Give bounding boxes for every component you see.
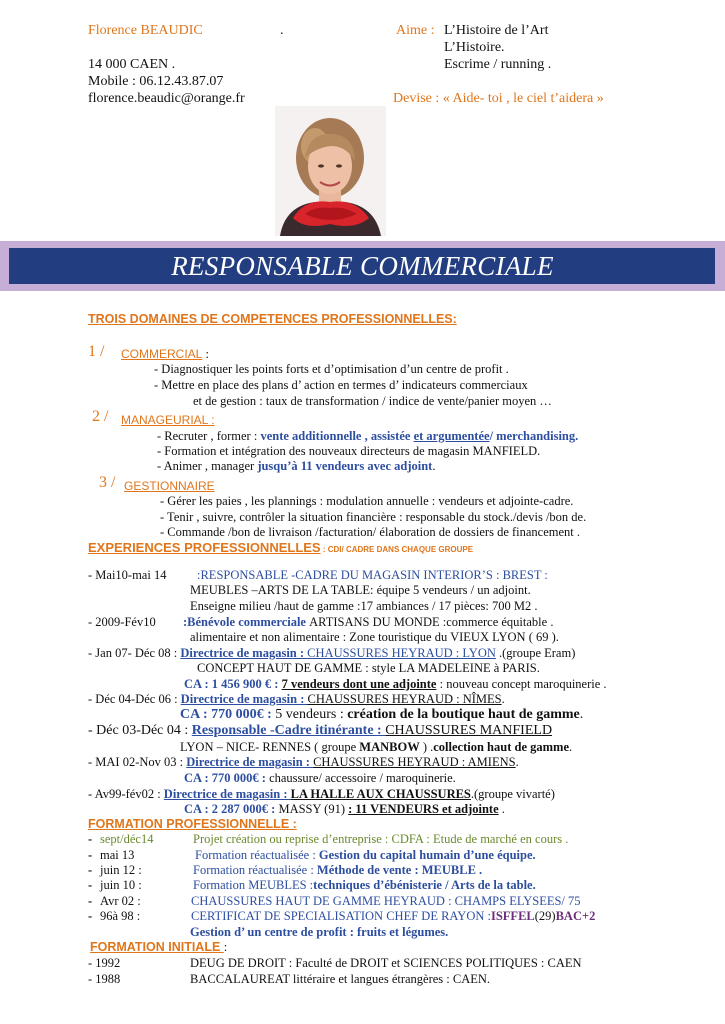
exp-role-line bbox=[183, 614, 553, 630]
formation-init-text: DEUG DE DROIT : Faculté de DROIT et SCIENCES POLITIQUES : CAEN bbox=[190, 956, 582, 970]
exp-text: ARTISANS DU MONDE :commerce équitable . bbox=[309, 615, 554, 629]
heading-text: FORMATION INITIALE bbox=[90, 940, 224, 954]
experiences-heading bbox=[88, 540, 473, 558]
formation-date: sept/déc14 bbox=[100, 832, 154, 846]
formation-date: juin 10 : bbox=[100, 878, 142, 892]
exp-role: Directrice de magasin : bbox=[180, 646, 308, 660]
domain-number: 2 / bbox=[92, 408, 109, 425]
domain-suffix: : bbox=[202, 347, 209, 361]
formation-init-date: - 1992 bbox=[88, 956, 121, 970]
line-text: - Recruter , former : bbox=[157, 429, 261, 443]
exp-text: ) . bbox=[419, 740, 434, 754]
competences-heading: TROIS DOMAINES DE COMPETENCES PROFESSIONNELLES: bbox=[88, 312, 457, 326]
exp-ca bbox=[184, 801, 505, 817]
formation-school: ISFFEL bbox=[490, 909, 535, 923]
ca-text: : nouveau concept maroquinerie . bbox=[436, 677, 607, 691]
portrait-illustration bbox=[275, 106, 386, 236]
formation-dash: - bbox=[88, 848, 93, 862]
exp-date: - Déc 04-Déc 06 : bbox=[88, 692, 181, 706]
formation-line bbox=[195, 847, 536, 863]
ca-value: CA : 1 456 900 € : bbox=[184, 677, 282, 691]
exp-store: CHAUSSURES HEYRAUD : LYON bbox=[307, 646, 496, 660]
formation-subject: Gestion du capital humain d’une équipe. bbox=[318, 848, 536, 862]
formation-date: juin 12 : bbox=[100, 863, 142, 877]
exp-text: LYON – NICE- RENNES ( groupe bbox=[180, 740, 360, 754]
exp-date: - Mai10-mai 14 bbox=[88, 568, 167, 582]
heading-sep: : bbox=[320, 545, 328, 554]
exp-role: :Bénévole commerciale bbox=[183, 615, 310, 629]
domain-commercial bbox=[121, 346, 209, 362]
formation-init-date: - 1988 bbox=[88, 972, 121, 986]
exp-ca bbox=[184, 770, 456, 786]
exp-date: - Jan 07- Déc 08 : bbox=[88, 646, 181, 660]
competence-line bbox=[157, 428, 578, 444]
competence-line: - Formation et intégration des nouveaux directeurs de magasin MANFIELD. bbox=[157, 444, 541, 458]
exp-store: CHAUSSURES HEYRAUD : NÎMES bbox=[307, 692, 502, 706]
ca-value: CA : 2 287 000€ : bbox=[184, 802, 279, 816]
aime-label: Aime : bbox=[396, 23, 435, 38]
formation-dash: - bbox=[88, 863, 93, 877]
ca-value: CA : 770 000€ : bbox=[184, 771, 270, 785]
exp-line: Enseigne milieu /haut de gamme :17 ambiances / 17 pièces: 700 M2 . bbox=[190, 599, 538, 613]
exp-date: - 2009-Fév10 bbox=[88, 615, 156, 629]
formation-subject: Méthode de vente : MEUBLE . bbox=[316, 863, 483, 877]
exp-role: Directrice de magasin : bbox=[163, 787, 291, 801]
competence-line bbox=[157, 458, 435, 474]
formation-init-heading bbox=[90, 939, 227, 955]
formation-text: Formation MEUBLES : bbox=[193, 878, 314, 892]
exp-store: LA HALLE AUX CHAUSSURES bbox=[290, 787, 471, 801]
domain-label: COMMERCIAL bbox=[121, 347, 203, 361]
formation-date: Avr 02 : bbox=[100, 894, 141, 908]
line-highlight: jusqu’à 11 vendeurs avec adjoint bbox=[257, 459, 433, 473]
exp-role: Directrice de magasin : bbox=[180, 692, 308, 706]
formation-dash: - bbox=[88, 909, 93, 923]
formation-text: Formation réactualisée : bbox=[193, 863, 317, 877]
ca-value: CA : 770 000€ : bbox=[180, 707, 276, 722]
line-highlight: / merchandising. bbox=[489, 429, 579, 443]
formation-date: 96à 98 : bbox=[100, 909, 141, 923]
email: florence.beaudic@orange.fr bbox=[88, 91, 245, 106]
formation-pro-heading: FORMATION PROFESSIONNELLE : bbox=[88, 817, 297, 831]
domain-label: MANAGEURIAL : bbox=[121, 413, 215, 427]
competence-line: - Gérer les paies , les plannings : modulation annuelle : vendeurs et adjointe-cadre. bbox=[160, 494, 574, 508]
competence-line: - Mettre en place des plans d’ action en termes d’ indicateurs commerciaux bbox=[154, 378, 528, 392]
exp-text: . bbox=[515, 755, 519, 769]
exp-ca bbox=[184, 676, 607, 692]
line-text: . bbox=[432, 459, 436, 473]
competence-line: - Commande /bon de livraison /facturation/ élaboration de dossiers de financement . bbox=[160, 525, 581, 539]
line-highlight: et argumentée bbox=[413, 429, 490, 443]
formation-dash: - bbox=[88, 832, 93, 846]
competence-line: - Diagnostiquer les points forts et d’optimisation d’un centre de profit . bbox=[154, 362, 509, 376]
competence-line: et de gestion : taux de transformation / indice de vente/panier moyen … bbox=[193, 394, 552, 408]
exp-entry bbox=[88, 754, 519, 770]
exp-line bbox=[180, 739, 572, 755]
exp-text: . bbox=[501, 692, 505, 706]
exp-date: - MAI 02-Nov 03 : bbox=[88, 755, 187, 769]
aime-item: L’Histoire de l’Art bbox=[444, 23, 549, 38]
formation-line: Gestion d’ un centre de profit : fruits et légumes. bbox=[190, 925, 449, 939]
exp-store: CHAUSSURES HEYRAUD : AMIENS bbox=[313, 755, 516, 769]
ca-text: chaussure/ accessoire / maroquinerie. bbox=[269, 771, 456, 785]
line-text: - Animer , manager bbox=[157, 459, 258, 473]
exp-role: :RESPONSABLE -CADRE DU MAGASIN INTERIOR’S : BREST : bbox=[197, 568, 548, 582]
ca-detail: 7 vendeurs dont une adjointe bbox=[281, 677, 437, 691]
ca-text: 5 vendeurs : bbox=[275, 707, 348, 722]
address: 14 000 CAEN . bbox=[88, 57, 176, 72]
exp-detail: collection haut de gamme bbox=[433, 740, 569, 754]
formation-dash: - bbox=[88, 878, 93, 892]
exp-group: MANBOW bbox=[359, 740, 420, 754]
formation-line bbox=[193, 862, 482, 878]
exp-entry bbox=[88, 691, 505, 707]
ca-detail: : 11 VENDEURS et adjointe bbox=[348, 802, 499, 816]
exp-date: - Déc 03-Déc 04 : bbox=[88, 723, 192, 738]
domain-number: 1 / bbox=[88, 343, 105, 360]
formation-line bbox=[193, 877, 536, 893]
formation-init-text: BACCALAUREAT littéraire et langues étrangères : CAEN. bbox=[190, 972, 491, 986]
exp-text: .(groupe Eram) bbox=[495, 646, 576, 660]
formation-text: Projet création ou reprise d’entreprise : CDFA : Etude de marché en cours . bbox=[193, 832, 569, 846]
formation-subject: techniques d’ébénisterie / Arts de la table. bbox=[313, 878, 536, 892]
devise: Devise : « Aide- toi , le ciel t’aidera » bbox=[393, 91, 604, 106]
candidate-name: Florence BEAUDIC bbox=[88, 23, 203, 38]
exp-role: Responsable -Cadre itinérante : bbox=[191, 723, 386, 738]
portrait-photo bbox=[275, 106, 386, 236]
formation-date: mai 13 bbox=[100, 848, 135, 862]
heading-colon: : bbox=[223, 940, 228, 954]
competence-line: - Tenir , suivre, contrôler la situation financière : responsable du stock./devis /bon de. bbox=[160, 510, 587, 524]
formation-text: CHAUSSURES HAUT DE GAMME HEYRAUD : CHAMPS ELYSEES/ 75 bbox=[191, 894, 581, 908]
formation-line bbox=[191, 908, 595, 924]
exp-line: MEUBLES –ARTS DE LA TABLE: équipe 5 vendeurs / un adjoint. bbox=[190, 583, 531, 597]
formation-text: (29) bbox=[534, 909, 556, 923]
formation-text: CERTIFICAT DE SPECIALISATION CHEF DE RAYON : bbox=[191, 909, 491, 923]
ca-text: . bbox=[579, 707, 584, 722]
domain-label: GESTIONNAIRE bbox=[124, 479, 215, 493]
formation-level: BAC+2 bbox=[555, 909, 596, 923]
heading-text: EXPERIENCES PROFESSIONNELLES bbox=[88, 540, 321, 555]
exp-store: CHAUSSURES MANFIELD bbox=[385, 723, 553, 738]
exp-text: . bbox=[569, 740, 573, 754]
exp-date: - Av99-fév02 : bbox=[88, 787, 164, 801]
exp-entry bbox=[88, 645, 575, 661]
header-dot: . bbox=[280, 23, 284, 38]
ca-text: . bbox=[498, 802, 505, 816]
exp-role: Directrice de magasin : bbox=[186, 755, 314, 769]
exp-text: .(groupe vivarté) bbox=[470, 787, 555, 801]
exp-line: CONCEPT HAUT DE GAMME : style LA MADELEINE à PARIS. bbox=[197, 661, 540, 675]
aime-item: Escrime / running . bbox=[444, 57, 552, 72]
aime-item: L’Histoire. bbox=[444, 40, 505, 55]
domain-number: 3 / bbox=[99, 474, 116, 491]
mobile: Mobile : 06.12.43.87.07 bbox=[88, 74, 224, 89]
page-title: RESPONSABLE COMMERCIALE bbox=[171, 251, 554, 281]
formation-text: Formation réactualisée : bbox=[195, 848, 319, 862]
exp-entry bbox=[88, 786, 555, 802]
formation-dash: - bbox=[88, 894, 93, 908]
exp-line: alimentaire et non alimentaire : Zone touristique du VIEUX LYON ( 69 ). bbox=[190, 630, 559, 644]
exp-entry bbox=[88, 723, 552, 739]
heading-tag: CDI/ CADRE DANS CHAQUE GROUPE bbox=[327, 545, 474, 554]
exp-ca bbox=[180, 707, 583, 723]
ca-text: MASSY (91) bbox=[278, 802, 349, 816]
line-highlight: vente additionnelle , assistée bbox=[260, 429, 414, 443]
ca-detail: création de la boutique haut de gamme bbox=[347, 707, 580, 722]
